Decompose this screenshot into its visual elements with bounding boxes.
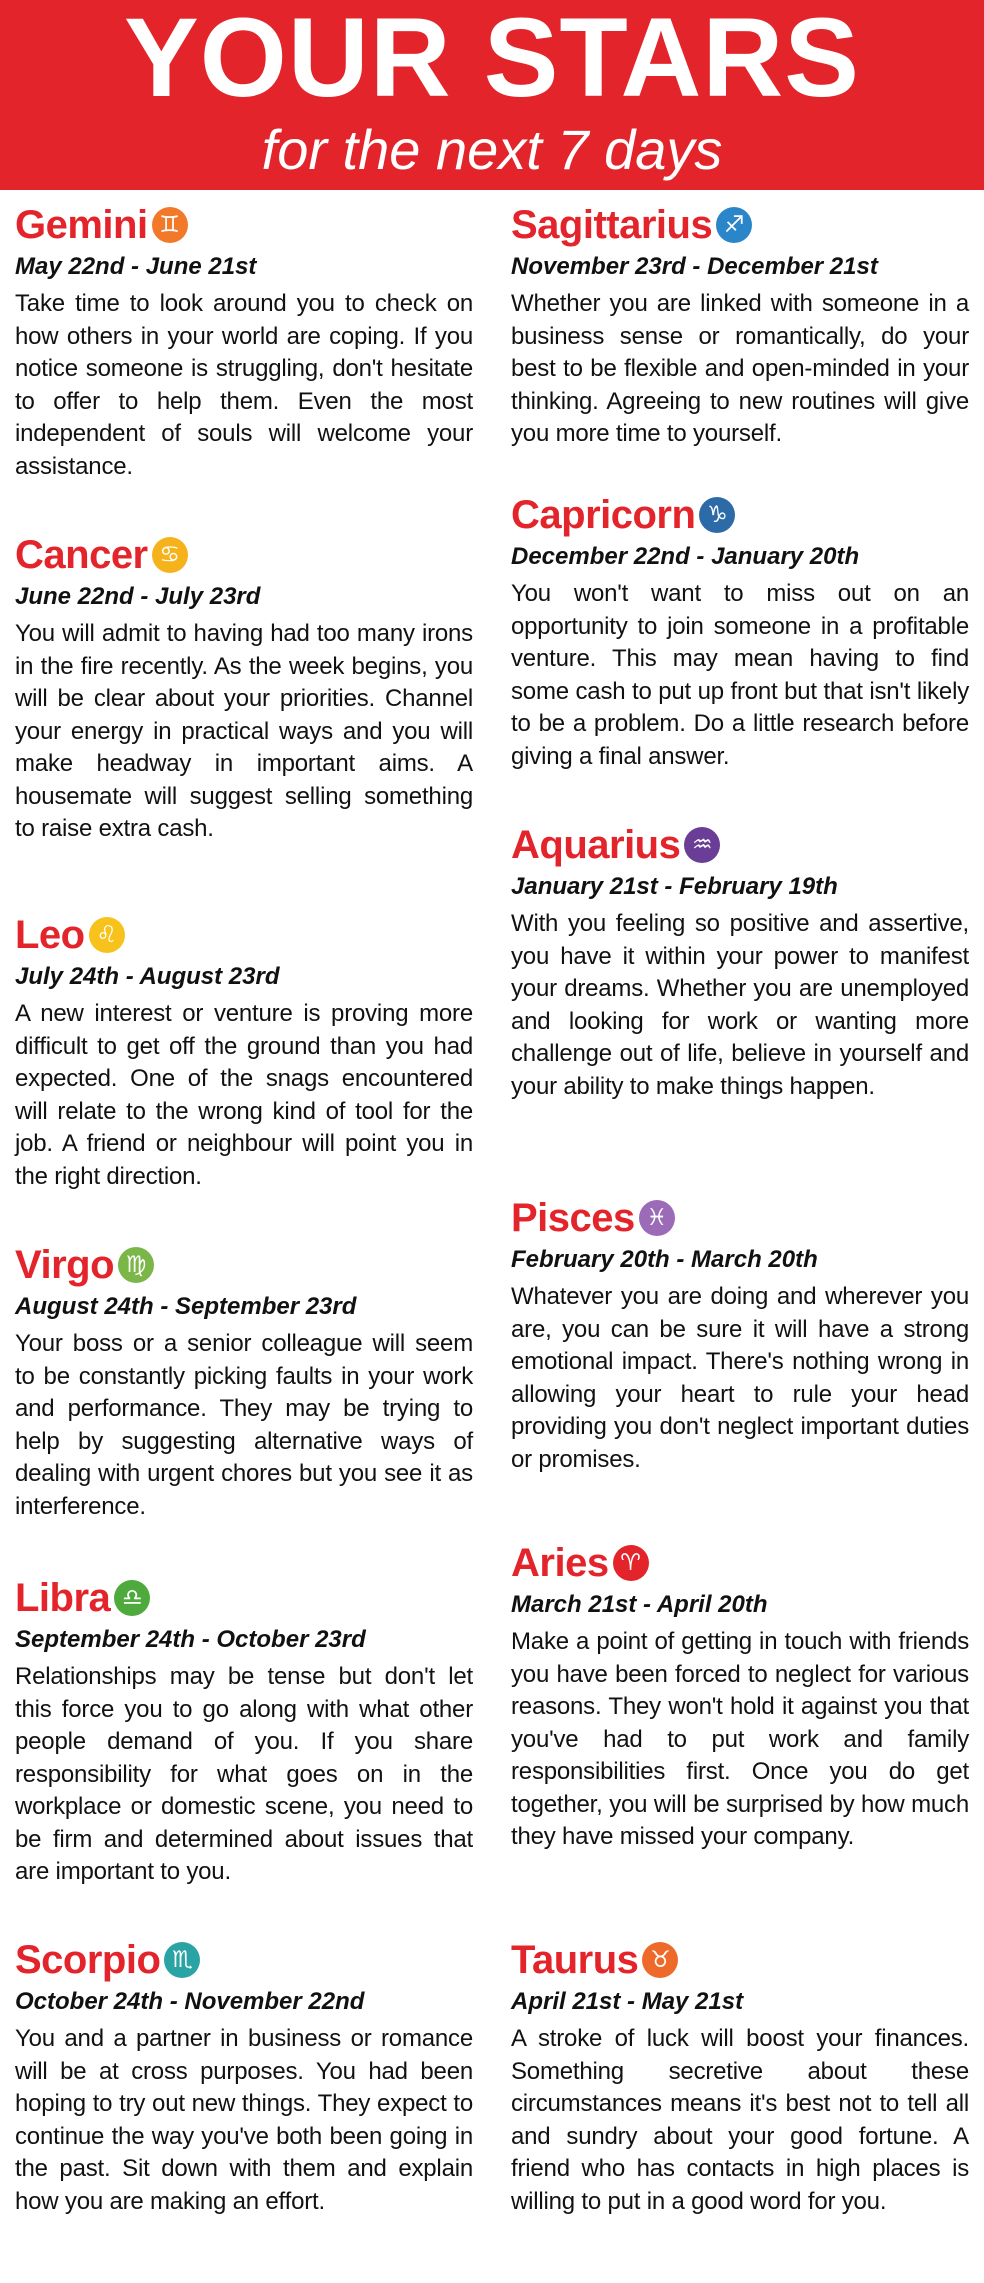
sign-dates: January 21st - February 19th (511, 873, 838, 900)
sign-cancer (15, 530, 473, 846)
sign-name: Scorpio (15, 1938, 161, 1982)
sign-heading (511, 1935, 969, 1985)
cancer-icon: ♋ (152, 537, 188, 573)
sign-dates: October 24th - November 22nd (15, 1988, 365, 2015)
sign-dates: March 21st - April 20th (511, 1591, 768, 1618)
sign-heading (15, 200, 473, 250)
sign-horoscope-text: A stroke of luck will boost your finances. Something secretive about these circumstances means it's best not to tell all and sundry about your good fortune. A friend who has contacts in high places is willing to put in a good word for you. (511, 2025, 969, 2215)
sign-horoscope-text: With you feeling so positive and assertive, you have it within your power to manifest your dreams. Whether you are unemployed and looking for work or wanting more challenge out of life, believe in yourself and your ability to make things happen. (511, 910, 969, 1100)
sign-dates: July 24th - August 23rd (15, 963, 280, 990)
sign-heading (15, 910, 473, 960)
page-title: YOUR STARS (124, 0, 860, 120)
sign-horoscope-text: Make a point of getting in touch with friends you have been forced to neglect for various reasons. They won't hold it against you that you've had to put work and family responsibilities first. Once you do get together, you will be surprised by how much they have missed your company. (511, 1628, 969, 1850)
sign-aries (511, 1538, 969, 1854)
sign-leo (15, 910, 473, 1193)
sign-name: Sagittarius (511, 203, 713, 247)
sign-horoscope-text: You won't want to miss out on an opportunity to join someone in a profitable venture. This may mean having to find some cash to put up front but that isn't likely to be a problem. Do a little research before giving a final answer. (511, 580, 969, 770)
pisces-icon: ♓ (639, 1200, 675, 1236)
sign-heading (15, 1240, 473, 1290)
sign-horoscope-text: Whether you are linked with someone in a business sense or romantically, do your best to be flexible and open-minded in your thinking. Agreeing to new routines will give you more time to yourself. (511, 290, 969, 447)
sign-capricorn (511, 490, 969, 773)
page-header (0, 0, 984, 190)
sign-horoscope-text: Take time to look around you to check on how others in your world are coping. If you notice someone is struggling, don't hesitate to offer to help them. Even the most independent of souls will welcome your assistance. (15, 290, 473, 480)
sign-name: Virgo (15, 1243, 115, 1287)
sign-dates: September 24th - October 23rd (15, 1626, 366, 1653)
sign-heading (15, 530, 473, 580)
sign-heading (511, 1538, 969, 1588)
leo-icon: ♌ (89, 917, 125, 953)
page-subtitle: for the next 7 days (261, 118, 723, 181)
sign-dates: April 21st - May 21st (511, 1988, 744, 2015)
sign-horoscope-text: A new interest or venture is proving more difficult to get off the ground than you had expected. One of the snags encountered will relate to the wrong kind of tool for the job. A friend or neighbour will point you in the right direction. (15, 1000, 473, 1190)
sign-heading (511, 490, 969, 540)
libra-icon: ♎ (114, 1580, 150, 1616)
sign-virgo (15, 1240, 473, 1523)
sign-horoscope-text: You and a partner in business or romance will be at cross purposes. You had been hoping to try out new things. They expect to continue the way you've both been going in the past. Sit down with them and explain how you are making an effort. (15, 2025, 473, 2215)
sign-gemini (15, 200, 473, 483)
sign-heading (511, 200, 969, 250)
sign-sagittarius (511, 200, 969, 451)
sign-scorpio (15, 1935, 473, 2218)
gemini-icon: ♊ (152, 207, 188, 243)
sign-name: Taurus (511, 1938, 639, 1982)
sign-libra (15, 1573, 473, 1889)
sign-dates: August 24th - September 23rd (15, 1293, 357, 1320)
capricorn-icon: ♑ (699, 497, 735, 533)
sign-horoscope-text: You will admit to having had too many irons in the fire recently. As the week begins, you will be clear about your priorities. Channel your energy in practical ways and you will make headway in important aims. A housemate will suggest selling something to raise extra cash. (15, 620, 473, 842)
sign-horoscope-text: Whatever you are doing and wherever you are, you can be sure it will have a strong emotional impact. There's nothing wrong in allowing your heart to rule your head providing you don't neglect important duties or promises. (511, 1283, 969, 1473)
sign-dates: November 23rd - December 21st (511, 253, 878, 280)
sign-name: Leo (15, 913, 85, 957)
sign-name: Pisces (511, 1196, 635, 1240)
scorpio-icon: ♏ (164, 1942, 200, 1978)
sign-name: Libra (15, 1576, 111, 1620)
sign-pisces (511, 1193, 969, 1476)
sign-horoscope-text: Relationships may be tense but don't let this force you to go along with what other people demand of you. If you share responsibility for what goes on in the workplace or domestic scene, you need to be firm and determined about issues that are important to you. (15, 1663, 473, 1885)
aries-icon: ♈ (613, 1545, 649, 1581)
sign-heading (15, 1573, 473, 1623)
sign-dates: December 22nd - January 20th (511, 543, 860, 570)
sign-taurus (511, 1935, 969, 2218)
sign-heading (511, 820, 969, 870)
sign-dates: February 20th - March 20th (511, 1246, 818, 1273)
virgo-icon: ♍ (118, 1247, 154, 1283)
sign-heading (511, 1193, 969, 1243)
aquarius-icon: ♒ (684, 827, 720, 863)
sagittarius-icon: ♐ (716, 207, 752, 243)
taurus-icon: ♉ (642, 1942, 678, 1978)
sign-name: Capricorn (511, 493, 696, 537)
sign-horoscope-text: Your boss or a senior colleague will seem to be constantly picking faults in your work and performance. They may be trying to help by suggesting alternative ways of dealing with urgent chores but you see it as interference. (15, 1330, 473, 1520)
sign-name: Aquarius (511, 823, 681, 867)
sign-dates: June 22nd - July 23rd (15, 583, 261, 610)
sign-name: Aries (511, 1541, 609, 1585)
sign-aquarius (511, 820, 969, 1103)
sign-dates: May 22nd - June 21st (15, 253, 257, 280)
sign-heading (15, 1935, 473, 1985)
sign-name: Cancer (15, 533, 148, 577)
sign-name: Gemini (15, 203, 148, 247)
